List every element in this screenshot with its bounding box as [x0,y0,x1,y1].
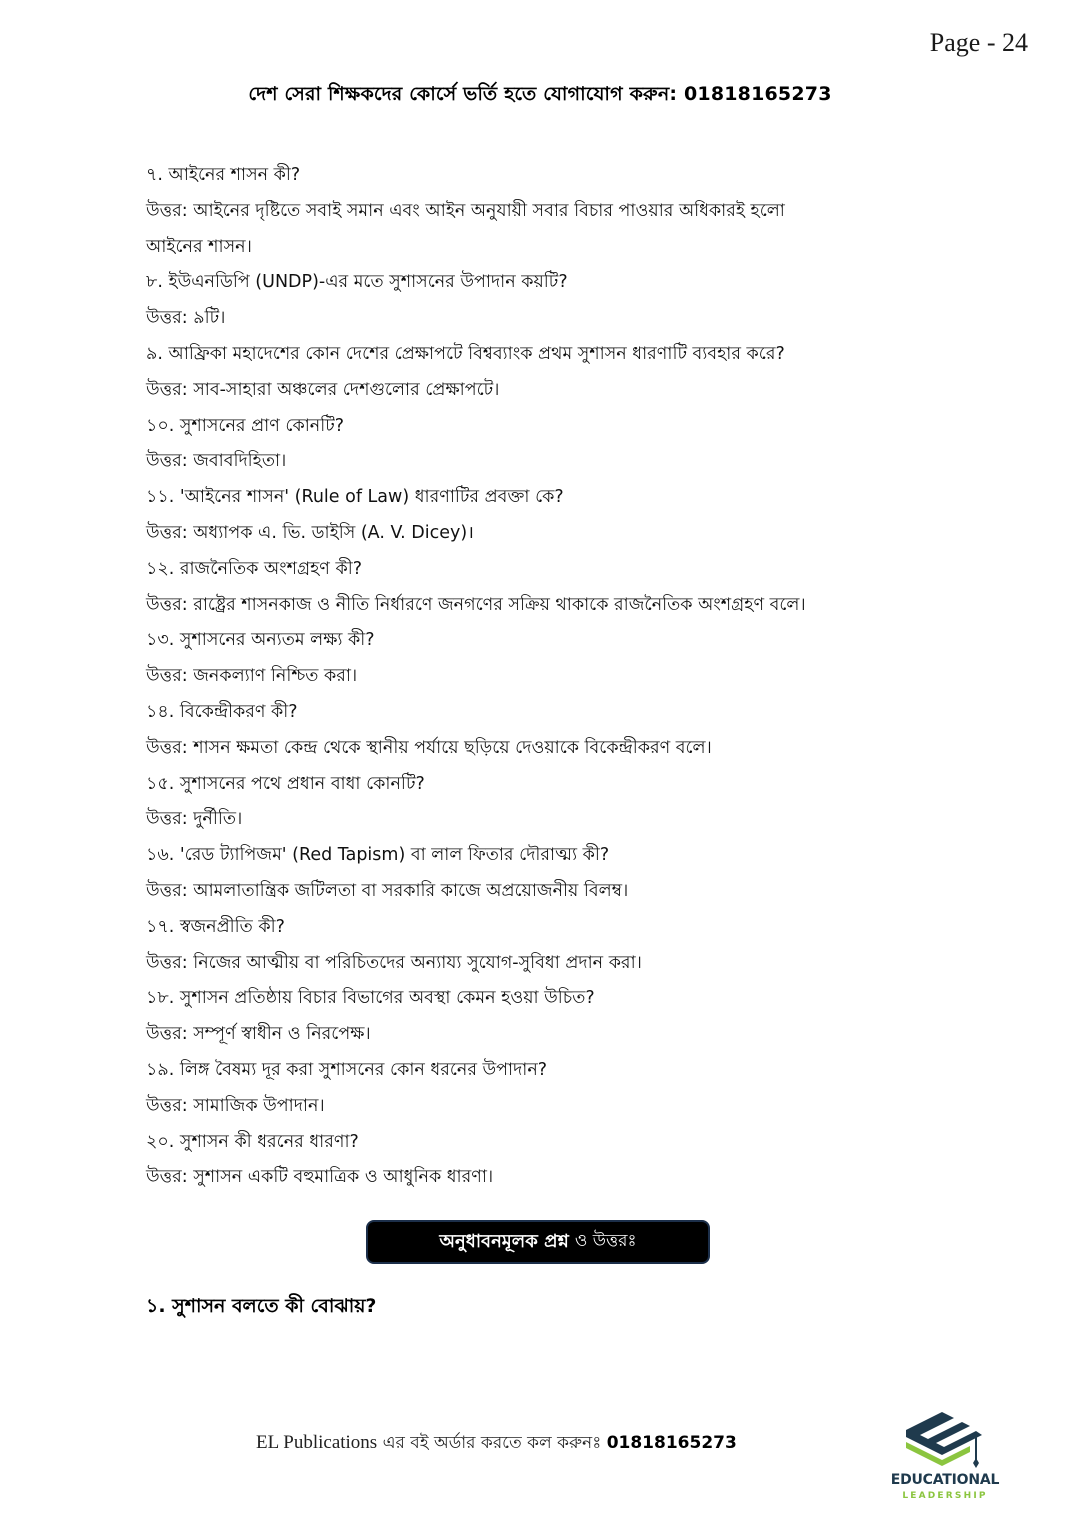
first-comprehension-question: ১. সুশাসন বলতে কী বোঝায়? [146,1295,377,1317]
footer-order-text [256,1430,737,1458]
question-7: ৭. আইনের শাসন কী? [146,165,301,185]
question-20: ২০. সুশাসন কী ধরনের ধারণা? [146,1131,359,1152]
page-number: Page - 24 [929,28,1028,57]
question-11: ১১. 'আইনের শাসন' (Rule of Law) ধারণাটির প্রবক্তা কে? [146,487,564,508]
question-15: ১৫. সুশাসনের পথে প্রধান বাধা কোনটি? [146,773,425,794]
answer-12: উত্তর: রাষ্ট্রের শাসনকাজ ও নীতি নির্ধারণে জনগণের সক্রিয় থাকাকে রাজনৈতিক অংশগ্রহণ বলে। [146,594,806,615]
answer-10: উত্তর: জবাবদিহিতা। [146,451,287,472]
qa-list [146,158,946,1196]
answer-13: উত্তর: জনকল্যাণ নিশ্চিত করা। [146,666,358,687]
question-14: ১৪. বিকেন্দ্রীকরণ কী? [146,701,298,722]
answer-9: উত্তর: সাব-সাহারা অঞ্চলের দেশগুলোর প্রেক্ষাপটে। [146,379,500,400]
answer-16: উত্তর: আমলাতান্ত্রিক জটিলতা বা সরকারি কাজে অপ্রয়োজনীয় বিলম্ব। [146,880,629,901]
question-9: ৯. আফ্রিকা মহাদেশের কোন দেশের প্রেক্ষাপটে বিশ্বব্যাংক প্রথম সুশাসন ধারণাটি ব্যবহার করে? [146,343,785,364]
answer-18: উত্তর: সম্পূর্ণ স্বাধীন ও নিরপেক্ষ। [146,1024,371,1045]
answer-14: উত্তর: শাসন ক্ষমতা কেন্দ্র থেকে স্থানীয় পর্যায়ে ছড়িয়ে দেওয়াকে বিকেন্দ্রীকরণ বলে। [146,737,712,758]
answer-15: উত্তর: দুর্নীতি। [146,809,243,830]
answer-8: উত্তর: ৯টি। [146,308,226,329]
answer-11: উত্তর: অধ্যাপক এ. ভি. ডাইসি (A. V. Dicey)। [146,522,474,543]
section-heading-bold: অনুধাবনমূলক প্রশ্ন [439,1230,569,1252]
answer-17: উত্তর: নিজের আত্মীয় বা পরিচিতদের অন্যায্য সুযোগ-সুবিধা প্রদান করা। [146,952,642,973]
section-heading-rest: ও উত্তরঃ [574,1231,637,1251]
question-8: ৮. ইউএনডিপি (UNDP)-এর মতে সুশাসনের উপাদান কয়টি? [146,272,568,293]
footer-publisher: EL Publications [256,1432,378,1453]
question-13: ১৩. সুশাসনের অন্যতম লক্ষ্য কী? [146,630,375,651]
question-17: ১৭. স্বজনপ্রীতি কী? [146,916,285,937]
educational-leadership-logo [880,1408,1010,1508]
logo-subtitle: LEADERSHIP [902,1491,988,1501]
answer-20: উত্তর: সুশাসন একটি বহুমাত্রিক ও আধুনিক ধারণা। [146,1167,494,1188]
logo-title: EDUCATIONAL [890,1472,1000,1488]
answer-19: উত্তর: সামাজিক উপাদান। [146,1095,325,1116]
question-18: ১৮. সুশাসন প্রতিষ্ঠায় বিচার বিভাগের অবস্থা কেমন হওয়া উচিত? [146,988,595,1009]
footer-phone: 01818165273 [606,1433,737,1453]
question-16: ১৬. 'রেড ট্যাপিজম' (Red Tapism) বা লাল ফিতার দৌরাত্ম্য কী? [146,845,610,866]
graduation-cap-e-icon [898,1408,990,1470]
question-12: ১২. রাজনৈতিক অংশগ্রহণ কী? [146,558,362,579]
answer-7-line-2: আইনের শাসন। [146,236,252,257]
footer-order-label: এর বই অর্ডার করতে কল করুনঃ [382,1433,602,1453]
promo-header: দেশ সেরা শিক্ষকদের কোর্সে ভর্তি হতে যোগাযোগ করুন: 01818165273 [248,83,832,105]
section-heading-box [366,1220,710,1264]
answer-7-line-1: উত্তর: আইনের দৃষ্টিতে সবাই সমান এবং আইন অনুযায়ী সবার বিচার পাওয়ার অধিকারই হলো [146,200,785,221]
question-19: ১৯. লিঙ্গ বৈষম্য দূর করা সুশাসনের কোন ধরনের উপাদান? [146,1059,548,1080]
question-10: ১০. সুশাসনের প্রাণ কোনটি? [146,415,345,436]
